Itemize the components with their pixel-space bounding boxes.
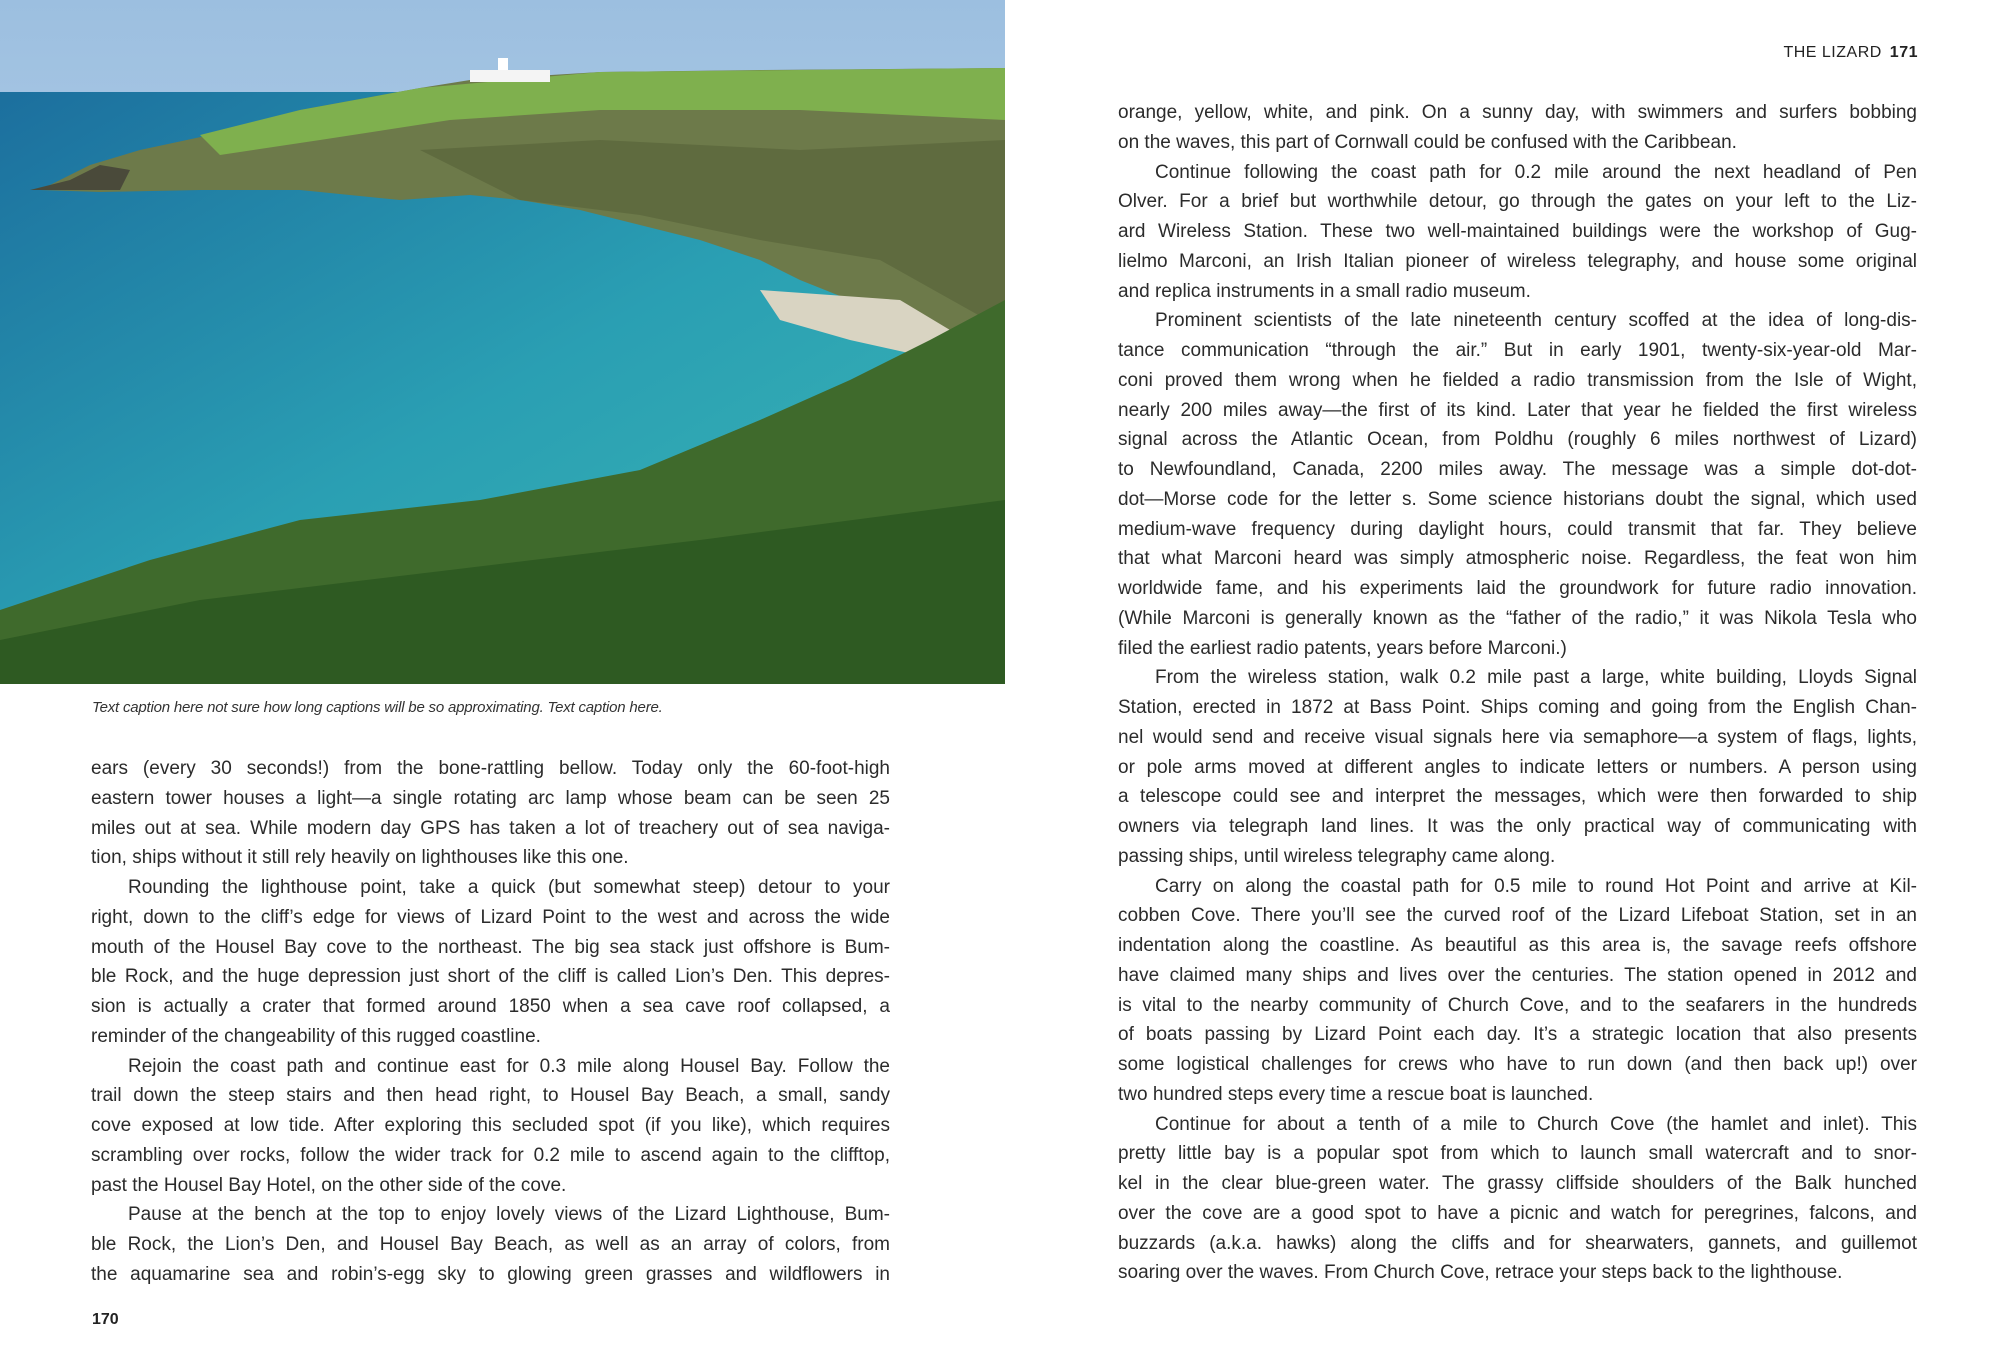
text-line: trail down the steep stairs and then head right, to Housel Bay Beach, a small, sandy [91, 1085, 890, 1107]
text-line: Carry on along the coastal path for 0.5 mile to round Hot Point and arrive at Kil- [1155, 875, 1917, 897]
text-line: Continue for about a tenth of a mile to Church Cove (the hamlet and inlet). This [1155, 1113, 1917, 1135]
paragraph [91, 1052, 890, 1201]
text-line: Continue following the coast path for 0.2 mile around the next headland of Pen [1155, 161, 1917, 183]
text-line: over the cove are a good spot to have a picnic and watch for peregrines, falcons, and [1118, 1202, 1917, 1224]
text-line: sion is actually a crater that formed around 1850 when a sea cave roof collapsed, a [91, 996, 890, 1017]
text-line: medium-wave frequency during daylight hours, could transmit that far. They believe [1118, 518, 1917, 540]
paragraph [91, 873, 890, 1052]
text-line: tance communication “through the air.” But in early 1901, twenty-six-year-old Mar- [1118, 340, 1917, 361]
text-line: tion, ships without it still rely heavily on lighthouses like this one. [91, 847, 629, 869]
text-line: Rejoin the coast path and continue east for 0.3 mile along Housel Bay. Follow the [128, 1055, 890, 1077]
text-line: filed the earliest radio patents, years before Marconi.) [1118, 637, 1567, 659]
text-line: (While Marconi is generally known as the “father of the radio,” it was Nikola Tesla who [1118, 607, 1917, 629]
running-head-title: THE LIZARD [1783, 44, 1882, 61]
text-line: ble Rock, and the huge depression just short of the cliff is called Lion’s Den. This depres- [91, 966, 890, 988]
paragraph [1118, 1110, 1917, 1289]
paragraph [1118, 158, 1917, 307]
text-line: miles out at sea. While modern day GPS has taken a lot of treachery out of sea naviga- [91, 817, 890, 839]
text-line: owners via telegraph land lines. It was the only practical way of communicating with [1118, 816, 1917, 837]
text-line: the aquamarine sea and robin’s-egg sky to glowing green grasses and wildflowers in [91, 1263, 890, 1285]
text-line: nel would send and receive visual signals here via semaphore—a system of flags, lights, [1118, 726, 1917, 748]
paragraph [1118, 98, 1917, 158]
coastal-cliffs-photo [0, 0, 1005, 684]
text-line: ears (every 30 seconds!) from the bone-rattling bellow. Today only the 60-foot-high [91, 758, 890, 779]
text-line: passing ships, until wireless telegraphy came along. [1118, 845, 1556, 867]
page-number-left: 170 [92, 1311, 119, 1328]
page-number-right: 171 [1889, 44, 1918, 61]
text-line: is vital to the nearby community of Church Cove, and to the seafarers in the hundreds [1118, 994, 1917, 1016]
text-line: lielmo Marconi, an Irish Italian pioneer of wireless telegraphy, and house some original [1118, 250, 1917, 272]
text-line: Prominent scientists of the late nineteenth century scoffed at the idea of long-dis- [1155, 310, 1917, 332]
paragraph [1118, 306, 1917, 663]
text-line: reminder of the changeability of this rugged coastline. [91, 1025, 541, 1047]
right-page-text [1118, 98, 1917, 1288]
running-head [1783, 44, 1918, 62]
photo-caption: Text caption here not sure how long captions will be so approximating. Text caption here. [92, 699, 663, 716]
paragraph [1118, 663, 1917, 871]
text-line: From the wireless station, walk 0.2 mile past a large, white building, Lloyds Signal [1155, 667, 1917, 689]
text-line: scrambling over rocks, follow the wider track for 0.2 mile to ascend again to the clifftop, [91, 1144, 890, 1166]
text-line: or pole arms moved at different angles to indicate letters or numbers. A person using [1118, 756, 1917, 778]
text-line: nearly 200 miles away—the first of its kind. Later that year he fielded the first wireless [1118, 399, 1917, 421]
text-line: cove exposed at low tide. After exploring this secluded spot (if you like), which requires [91, 1115, 890, 1136]
text-line: soaring over the waves. From Church Cove, retrace your steps back to the lighthouse. [1118, 1262, 1843, 1284]
text-line: on the waves, this part of Cornwall could be confused with the Caribbean. [1118, 131, 1737, 153]
text-line: Pause at the bench at the top to enjoy lovely views of the Lizard Lighthouse, Bum- [128, 1204, 890, 1226]
text-line: a telescope could see and interpret the messages, which were then forwarded to ship [1118, 786, 1917, 808]
text-line: indentation along the coastline. As beautiful as this area is, the savage reefs offshore [1118, 935, 1917, 956]
text-line: orange, yellow, white, and pink. On a sunny day, with swimmers and surfers bobbing [1118, 102, 1917, 123]
text-line: right, down to the cliff’s edge for views of Lizard Point to the west and across the wide [91, 906, 890, 928]
text-line: dot—Morse code for the letter s. Some science historians doubt the signal, which used [1118, 488, 1917, 510]
paragraph [91, 754, 890, 873]
text-line: ard Wireless Station. These two well-maintained buildings were the workshop of Gug- [1118, 221, 1917, 242]
text-line: kel in the clear blue-green water. The grassy cliffside shoulders of the Balk hunched [1118, 1173, 1917, 1194]
text-line: mouth of the Housel Bay cove to the northeast. The big sea stack just offshore is Bum- [91, 936, 890, 958]
text-line: past the Housel Bay Hotel, on the other side of the cove. [91, 1174, 567, 1196]
text-line: two hundred steps every time a rescue boat is launched. [1118, 1083, 1594, 1105]
text-line: have claimed many ships and lives over the centuries. The station opened in 2012 and [1118, 964, 1917, 986]
text-line: ble Rock, the Lion’s Den, and Housel Bay Beach, as well as an array of colors, from [91, 1234, 890, 1255]
paragraph [91, 1200, 890, 1289]
text-line: of boats passing by Lizard Point each day. It’s a strategic location that also presents [1118, 1024, 1917, 1046]
text-line: some logistical challenges for crews who have to run down (and then back up!) over [1118, 1054, 1917, 1075]
text-line: coni proved them wrong when he fielded a radio transmission from the Isle of Wight, [1118, 369, 1917, 391]
text-line: that what Marconi heard was simply atmospheric noise. Regardless, the feat won him [1118, 548, 1917, 570]
text-line: to Newfoundland, Canada, 2200 miles away. The message was a simple dot-dot- [1118, 459, 1917, 480]
left-page-text [91, 754, 890, 1290]
text-line: Olver. For a brief but worthwhile detour, go through the gates on your left to the Liz- [1118, 191, 1917, 213]
paragraph [1118, 872, 1917, 1110]
text-line: pretty little bay is a popular spot from which to launch small watercraft and to snor- [1118, 1143, 1917, 1165]
text-line: worldwide fame, and his experiments laid the groundwork for future radio innovation. [1118, 578, 1917, 599]
text-line: Rounding the lighthouse point, take a quick (but somewhat steep) detour to your [128, 877, 890, 898]
text-line: cobben Cove. There you’ll see the curved roof of the Lizard Lifeboat Station, set in an [1118, 905, 1917, 927]
text-line: Station, erected in 1872 at Bass Point. Ships coming and going from the English Chan- [1118, 697, 1917, 718]
text-line: and replica instruments in a small radio museum. [1118, 280, 1531, 302]
text-line: buzzards (a.k.a. hawks) along the cliffs and for shearwaters, gannets, and guillemot [1118, 1232, 1917, 1254]
text-line: signal across the Atlantic Ocean, from Poldhu (roughly 6 miles northwest of Lizard) [1118, 429, 1917, 451]
text-line: eastern tower houses a light—a single rotating arc lamp whose beam can be seen 25 [91, 787, 890, 809]
